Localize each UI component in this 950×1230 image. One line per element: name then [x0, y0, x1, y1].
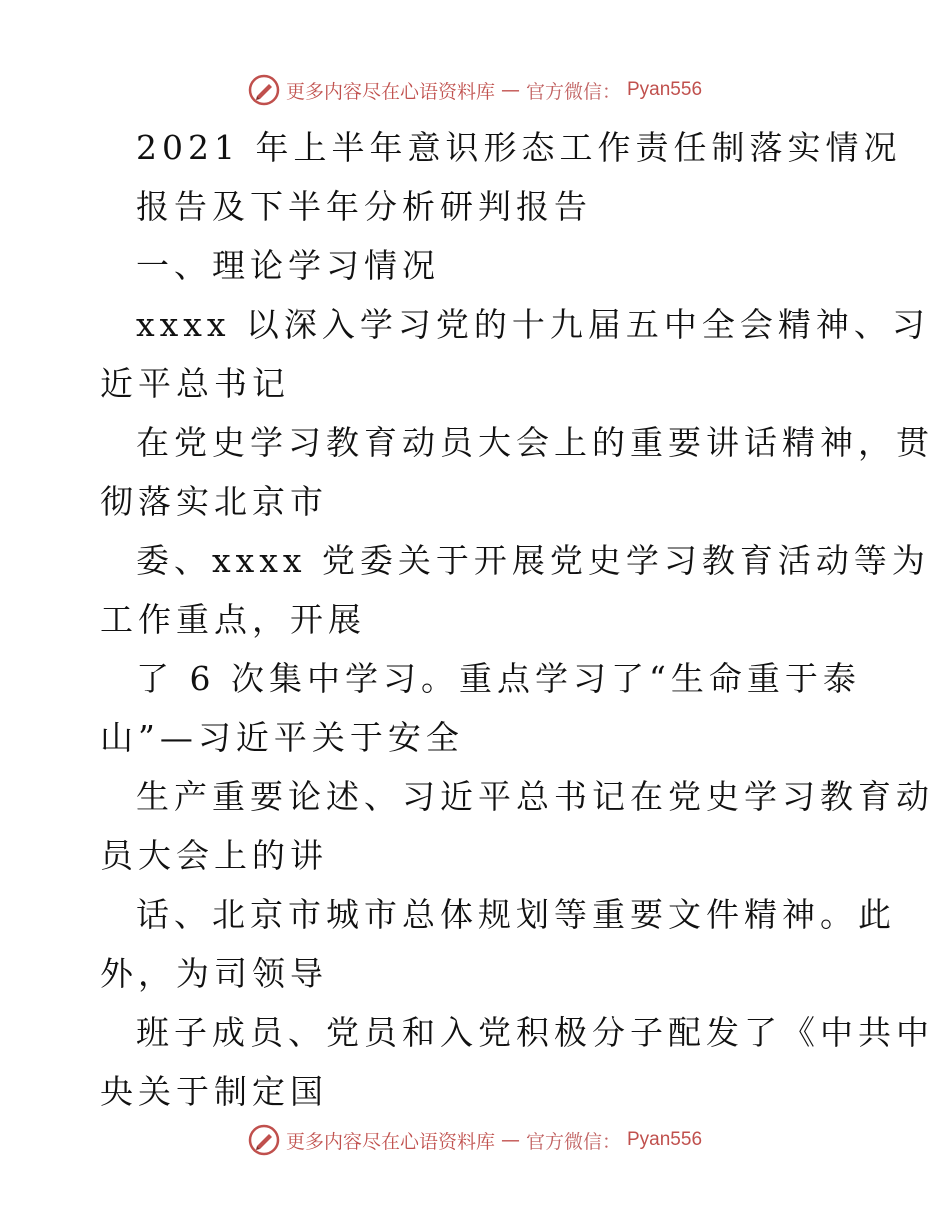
- watermark-wechat-label: 官方微信：: [525, 80, 621, 103]
- paragraph-line: 了 6 次集中学习。重点学习了“生命重于泰: [136, 659, 861, 698]
- section-heading: 一、理论学习情况: [136, 246, 440, 285]
- paragraph-line: 央关于制定国: [100, 1072, 328, 1111]
- watermark-header: [0, 72, 950, 108]
- watermark-wechat-id: Pyan556: [627, 79, 703, 100]
- paragraph-line: 工作重点，开展: [100, 600, 366, 639]
- watermark-dash: —: [500, 1129, 520, 1151]
- paragraph-line: 彻落实北京市: [100, 482, 328, 521]
- watermark-footer: [0, 1122, 950, 1158]
- paragraph-line: 山”—习近平关于安全: [100, 718, 464, 757]
- watermark-wechat-label: 官方微信：: [525, 1130, 621, 1153]
- document-title-line-1: 2021 年上半年意识形态工作责任制落实情况: [136, 128, 902, 167]
- paragraph-line: 生产重要论述、习近平总书记在党史学习教育动: [136, 777, 934, 816]
- paragraph-line: 话、北京市城市总体规划等重要文件精神。此: [136, 895, 896, 934]
- watermark-main-text: 更多内容尽在心语资料库: [285, 1130, 495, 1153]
- paragraph-line: 外，为司领导: [100, 954, 328, 993]
- paragraph-line: 班子成员、党员和入党积极分子配发了《中共中: [136, 1013, 934, 1052]
- paragraph-line: 在党史学习教育动员大会上的重要讲话精神，贯: [136, 423, 934, 462]
- pen-logo-icon: [248, 1124, 280, 1156]
- pen-logo-icon: [248, 74, 280, 106]
- paragraph-line: 员大会上的讲: [100, 836, 328, 875]
- paragraph-line: xxxx 以深入学习党的十九届五中全会精神、习: [136, 305, 930, 344]
- paragraph-line: 委、xxxx 党委关于开展党史学习教育活动等为: [136, 541, 930, 580]
- paragraph-line: 近平总书记: [100, 364, 290, 403]
- document-title-line-2: 报告及下半年分析研判报告: [136, 187, 592, 226]
- watermark-dash: —: [500, 79, 520, 101]
- watermark-wechat-id: Pyan556: [627, 1129, 703, 1150]
- watermark-main-text: 更多内容尽在心语资料库: [285, 80, 495, 103]
